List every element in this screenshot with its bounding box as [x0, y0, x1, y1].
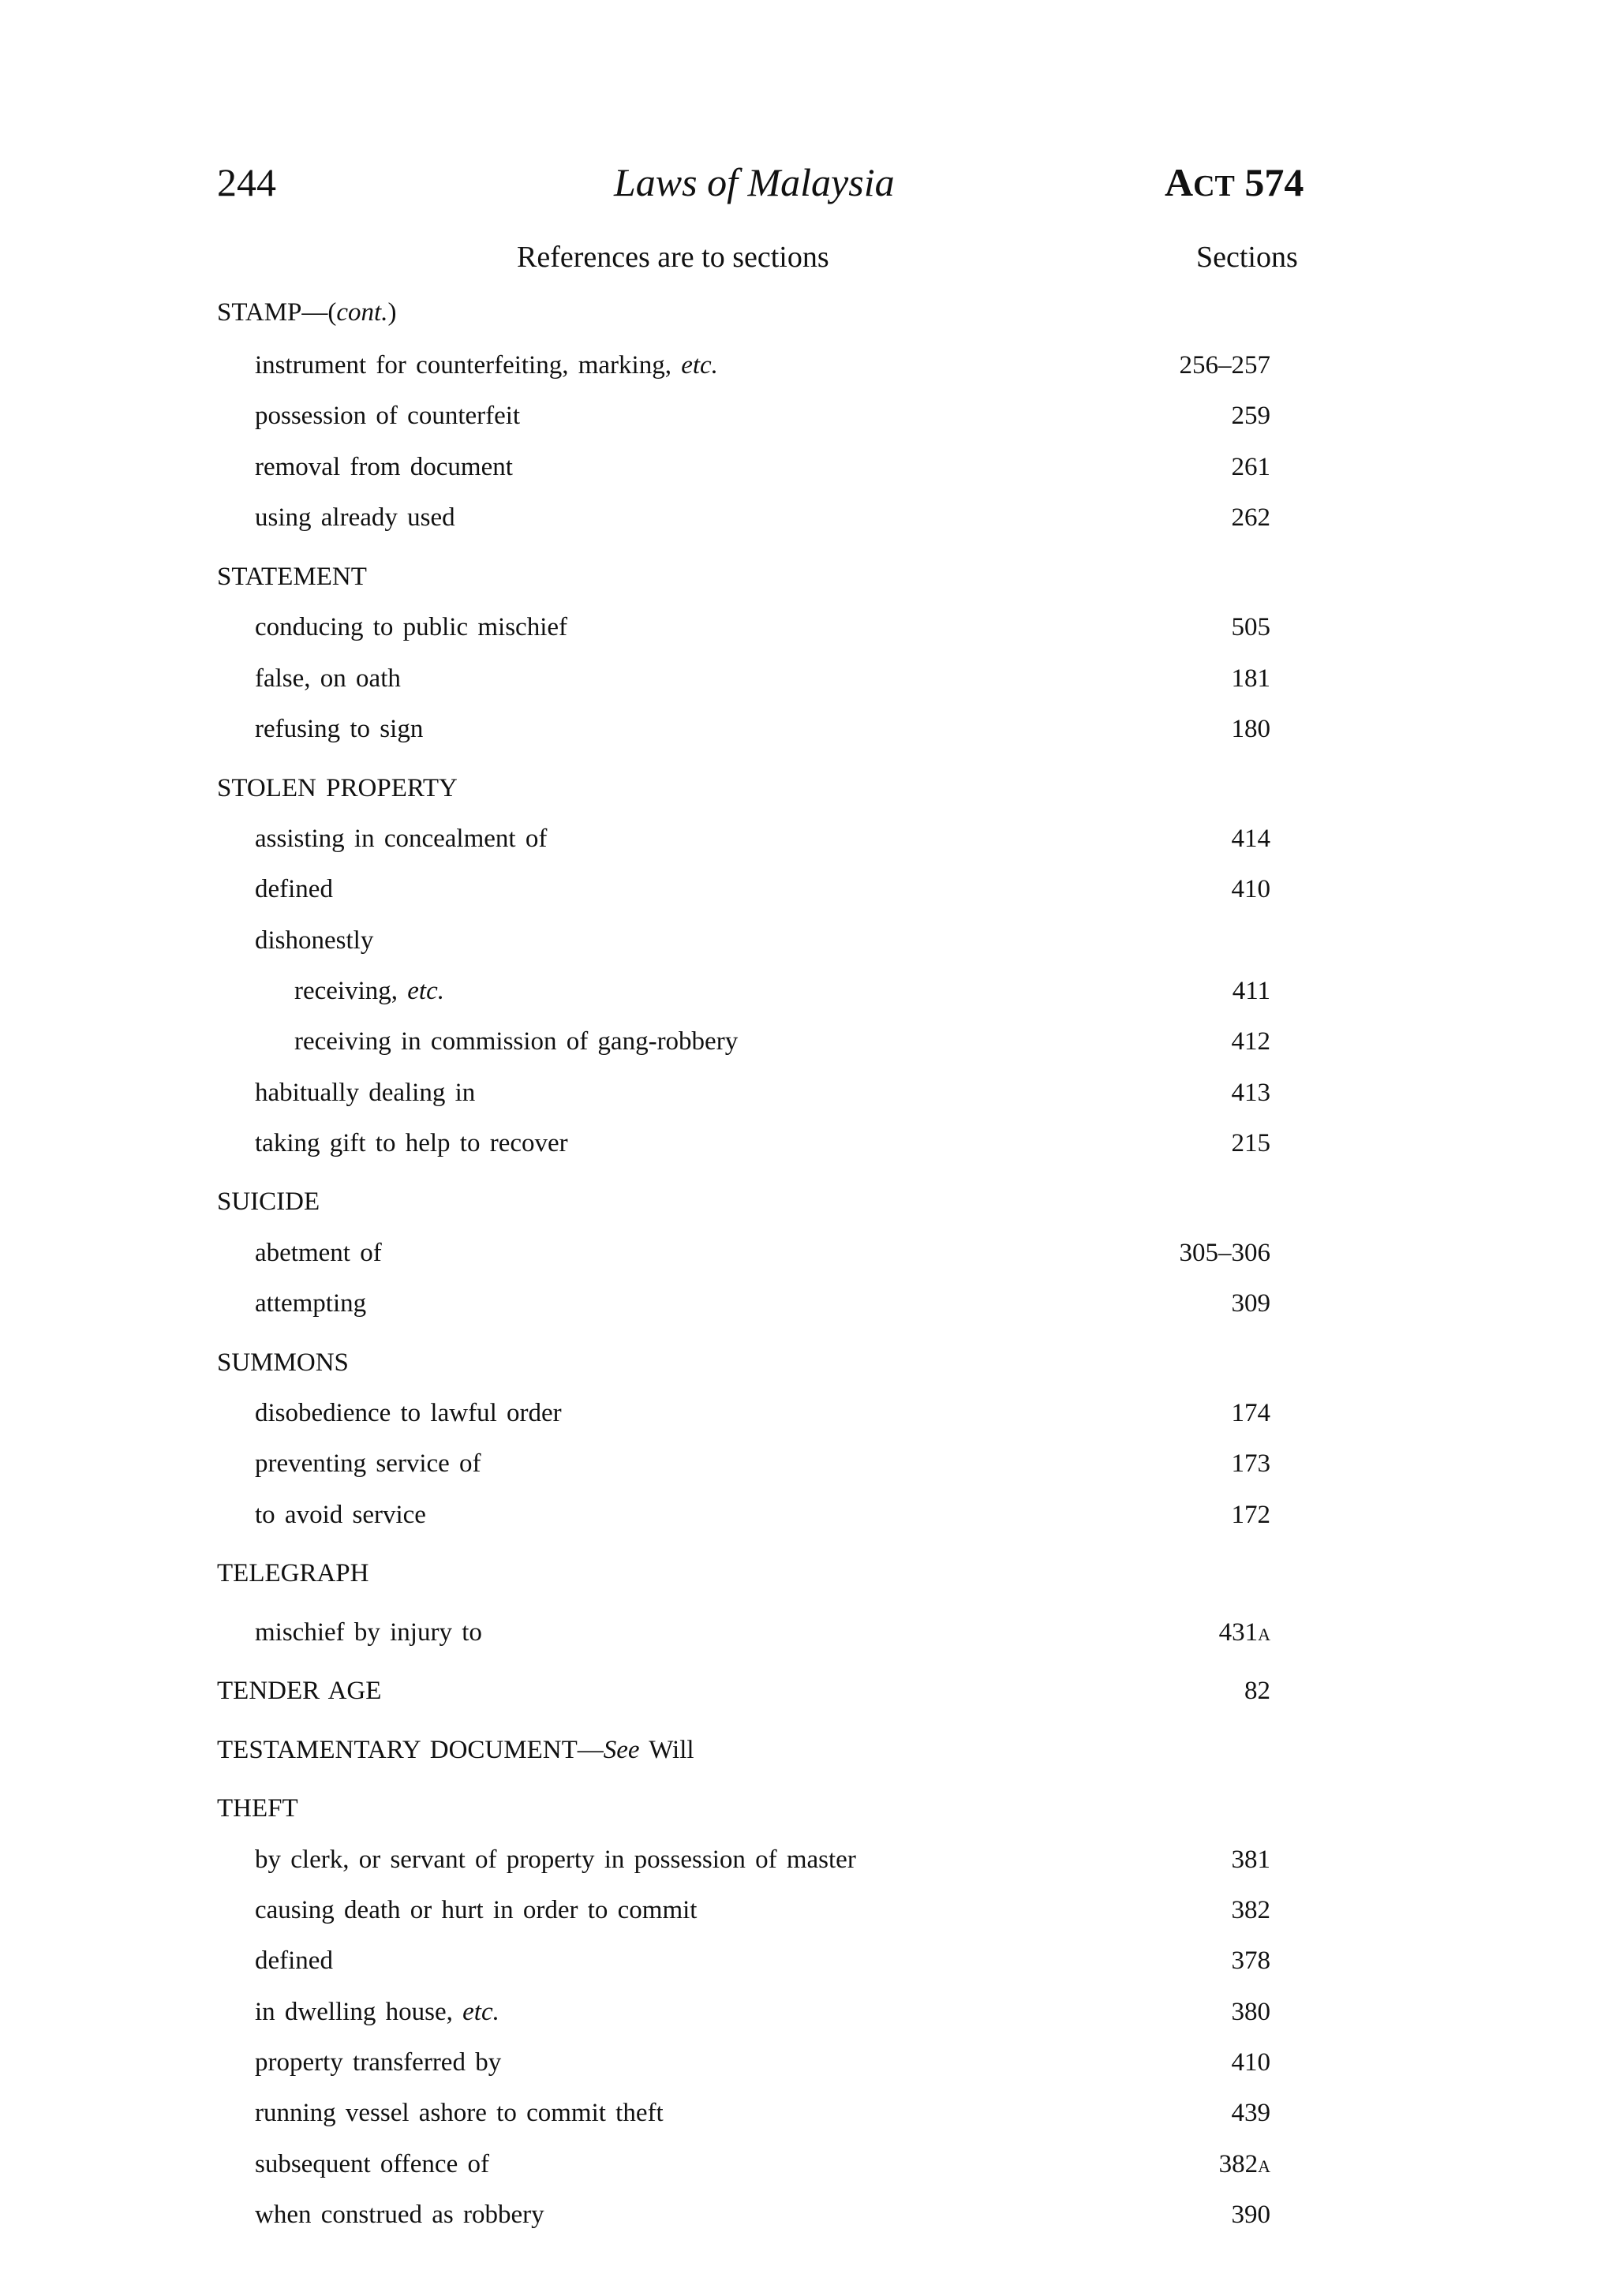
index-subentry [0, 1393, 1616, 1434]
entry-label [255, 447, 513, 488]
section-reference [1232, 1991, 1271, 2032]
entry-text: causing death or hurt in order to commit [255, 1896, 698, 1924]
entry-label [255, 345, 718, 386]
entry-text: mischief by injury to [255, 1618, 482, 1647]
section-number: 382 [1231, 1896, 1270, 1924]
entry-label [255, 1283, 366, 1324]
entry-text: to avoid service [255, 1501, 426, 1529]
entry-label [255, 2194, 544, 2235]
entry-text: subsequent offence of [255, 2150, 489, 2178]
section-number: 410 [1231, 2048, 1270, 2077]
entry-label [255, 658, 401, 699]
act-number: 574 [1244, 160, 1304, 204]
index-subentry [0, 1991, 1616, 2032]
entry-label [255, 1612, 482, 1653]
entry-text-after: Will [639, 1736, 694, 1764]
entry-label [217, 1788, 298, 1829]
entry-text: SUMMONS [217, 1348, 349, 1377]
section-reference [1180, 1232, 1271, 1273]
entry-label [217, 1670, 381, 1711]
section-suffix: A [1258, 2156, 1270, 2176]
section-reference [1233, 970, 1270, 1012]
entry-label [255, 1123, 568, 1164]
section-number: 413 [1231, 1079, 1270, 1107]
entry-label [217, 556, 367, 597]
entry-text: TESTAMENTARY DOCUMENT— [217, 1736, 604, 1764]
index-subentry [0, 1494, 1616, 1535]
section-reference [1232, 658, 1271, 699]
section-number: 431 [1218, 1618, 1259, 1647]
entry-label [255, 1991, 499, 2032]
entry-text: receiving, [294, 977, 408, 1005]
entry-text: habitually dealing in [255, 1079, 476, 1107]
act-smallcaps: CT [1193, 170, 1235, 203]
entry-italic-text: etc. [462, 1998, 499, 2026]
index-subentry [0, 345, 1616, 386]
entry-text: removal from document [255, 453, 513, 481]
entry-text: STAMP—( [217, 298, 337, 327]
index-subentry [0, 1612, 1616, 1653]
page-number: 244 [217, 160, 276, 204]
references-note: References are to sections [517, 241, 829, 274]
index-subentry [0, 607, 1616, 648]
entry-label [255, 709, 423, 750]
section-reference [1232, 497, 1271, 538]
section-number: 439 [1231, 2099, 1270, 2127]
entry-text: abetment of [255, 1239, 382, 1267]
index-heading [0, 292, 1616, 333]
index-subentry [0, 869, 1616, 910]
index-heading [0, 556, 1616, 597]
entry-text: TENDER AGE [217, 1677, 382, 1705]
section-reference [1232, 1123, 1271, 1164]
entry-text: refusing to sign [255, 715, 424, 743]
index-subentry [0, 709, 1616, 750]
entry-label [255, 1890, 697, 1931]
section-reference [1219, 1612, 1270, 1655]
entry-label [217, 292, 396, 333]
section-reference [1232, 1393, 1271, 1434]
entry-text: running vessel ashore to commit theft [255, 2099, 664, 2127]
entry-label [255, 869, 333, 910]
section-reference [1232, 607, 1271, 648]
entry-label [255, 920, 373, 961]
section-number: 305–306 [1179, 1239, 1270, 1267]
section-number: 380 [1231, 1998, 1270, 2026]
entry-label [255, 2144, 489, 2185]
section-number: 82 [1244, 1677, 1270, 1705]
entry-label [217, 1342, 349, 1383]
entry-text: attempting [255, 1289, 367, 1318]
entry-italic-text: See [603, 1736, 640, 1764]
entry-text: THEFT [217, 1794, 298, 1823]
entry-text-after: ) [387, 298, 397, 327]
section-number: 262 [1231, 503, 1270, 532]
section-number: 309 [1231, 1289, 1270, 1318]
index-heading [0, 1342, 1616, 1383]
section-reference [1232, 818, 1271, 859]
section-reference [1232, 1021, 1271, 1062]
index-heading [0, 768, 1616, 809]
entry-label [217, 1181, 320, 1222]
section-reference [1232, 1940, 1271, 1981]
index-subentry [0, 658, 1616, 699]
entry-text: in dwelling house, [255, 1998, 463, 2026]
section-number: 378 [1231, 1946, 1270, 1975]
entry-text: when construed as robbery [255, 2201, 544, 2229]
entry-label [217, 768, 458, 809]
index-subentry [0, 818, 1616, 859]
index-heading [0, 1181, 1616, 1222]
section-reference [1232, 447, 1271, 488]
section-number: 172 [1231, 1501, 1270, 1529]
entry-text: assisting in concealment of [255, 825, 548, 853]
section-number: 414 [1231, 825, 1270, 853]
index-subentry [0, 2042, 1616, 2083]
entry-label [255, 1839, 856, 1880]
index-subentry [0, 1890, 1616, 1931]
entry-label [255, 497, 455, 538]
section-reference [1232, 2092, 1271, 2133]
index-heading [0, 1788, 1616, 1829]
section-reference [1232, 2042, 1271, 2083]
act-prefix: A [1165, 160, 1194, 204]
entry-text: TELEGRAPH [217, 1559, 369, 1587]
section-reference [1232, 1283, 1271, 1324]
entry-text: disobedience to lawful order [255, 1399, 562, 1427]
section-number: 261 [1231, 453, 1270, 481]
section-suffix: A [1258, 1625, 1270, 1644]
entry-label [255, 1940, 333, 1981]
section-number: 382 [1218, 2150, 1259, 2178]
index-subentry [0, 1072, 1616, 1113]
index-subentry [0, 2144, 1616, 2185]
section-reference [1232, 1443, 1271, 1484]
page-title: Laws of Malaysia [614, 160, 895, 204]
entry-text: property transferred by [255, 2048, 502, 2077]
section-number: 259 [1231, 402, 1270, 430]
index-heading [0, 1553, 1616, 1594]
index-subentry [0, 395, 1616, 436]
entry-label [255, 2042, 501, 2083]
index-subentry [0, 920, 1616, 961]
index-subentry [0, 1839, 1616, 1880]
section-number: 181 [1231, 664, 1270, 693]
entry-text: SUICIDE [217, 1187, 320, 1216]
index-subentry [0, 2194, 1616, 2235]
index-heading [0, 1729, 1616, 1771]
section-reference [1232, 1839, 1271, 1880]
section-number: 411 [1232, 977, 1270, 1005]
index-subentry [0, 1443, 1616, 1484]
entry-label [255, 1443, 481, 1484]
entry-text: using already used [255, 503, 455, 532]
index-subentry [0, 1940, 1616, 1981]
entry-label [255, 2092, 664, 2133]
entry-text: STOLEN PROPERTY [217, 774, 458, 802]
section-reference [1232, 1890, 1271, 1931]
entry-text: STATEMENT [217, 563, 367, 591]
entry-text: conducing to public mischief [255, 613, 567, 641]
section-number: 381 [1231, 1845, 1270, 1874]
section-number: 412 [1231, 1027, 1270, 1056]
section-number: 505 [1231, 613, 1270, 641]
entry-text: receiving in commission of gang-robbery [294, 1027, 739, 1056]
sections-column-heading: Sections [1196, 241, 1298, 274]
section-reference [1232, 1072, 1271, 1113]
section-number: 390 [1231, 2201, 1270, 2229]
entry-italic-text: cont. [336, 298, 388, 327]
section-reference [1219, 2144, 1270, 2187]
section-reference [1232, 1494, 1271, 1535]
entry-label [217, 1553, 369, 1594]
section-reference [1232, 395, 1271, 436]
entry-text: instrument for counterfeiting, marking, [255, 351, 682, 380]
entry-text: defined [255, 875, 333, 903]
index-heading [0, 1670, 1616, 1711]
section-reference [1232, 869, 1271, 910]
entry-italic-text: etc. [681, 351, 718, 380]
section-number: 410 [1231, 875, 1270, 903]
section-number: 180 [1231, 715, 1270, 743]
entry-label [294, 1021, 738, 1062]
index-subentry [0, 1283, 1616, 1324]
index-subentry [0, 1021, 1616, 1062]
index-subentry [0, 1232, 1616, 1273]
entry-text: possession of counterfeit [255, 402, 521, 430]
index-subentry [0, 497, 1616, 538]
entry-label [255, 1072, 475, 1113]
entry-label [255, 1393, 562, 1434]
section-reference [1180, 345, 1271, 386]
section-number: 174 [1231, 1399, 1270, 1427]
section-number: 215 [1231, 1129, 1270, 1157]
section-number: 173 [1231, 1449, 1270, 1478]
index-subentry [0, 1123, 1616, 1164]
entry-label [255, 607, 567, 648]
index-subentry [0, 447, 1616, 488]
entry-label [294, 970, 444, 1012]
entry-label [217, 1729, 694, 1771]
entry-label [255, 818, 547, 859]
section-reference [1232, 2194, 1271, 2235]
section-reference [1244, 1670, 1270, 1711]
entry-text: false, on oath [255, 664, 401, 693]
section-reference [1232, 709, 1271, 750]
index-subentry [0, 2092, 1616, 2133]
entry-text: defined [255, 1946, 333, 1975]
entry-text: taking gift to help to recover [255, 1129, 568, 1157]
index-subentry [0, 970, 1616, 1012]
entry-italic-text: etc. [407, 977, 444, 1005]
entry-label [255, 1232, 382, 1273]
entry-text: by clerk, or servant of property in possession of master [255, 1845, 856, 1874]
entry-label [255, 1494, 426, 1535]
entry-text: preventing service of [255, 1449, 481, 1478]
entry-label [255, 395, 520, 436]
entry-text: dishonestly [255, 926, 374, 955]
section-number: 256–257 [1179, 351, 1270, 380]
